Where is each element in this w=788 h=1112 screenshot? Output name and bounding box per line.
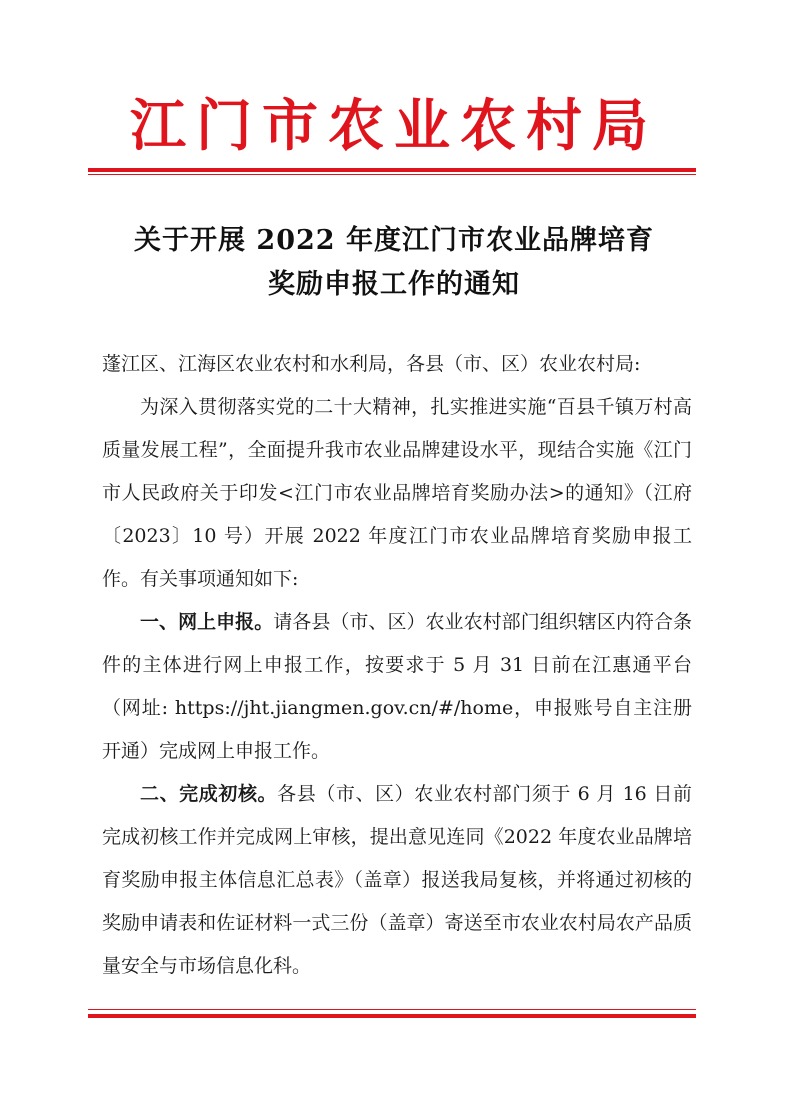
addressee-line: 蓬江区、江海区农业农村和水利局，各县（市、区）农业农村局: — [102, 353, 641, 375]
item-1-heading: 一、网上申报。 — [140, 611, 274, 633]
item-2-paragraph — [102, 773, 692, 988]
header-red-rule-thick — [88, 168, 696, 172]
document-title-line-1: 关于开展 2022 年度江门市农业品牌培育 — [134, 225, 654, 256]
item-2-heading: 二、完成初核。 — [140, 783, 278, 805]
item-1-block — [102, 601, 692, 773]
item-2-text: 各县（市、区）农业农村部门须于 6 月 16 日前完成初核工作并完成网上审核，提出意见连同《2022 年度农业品牌培育奖励申报主体信息汇总表》（盖章）报送我局复核，并将通过初核的奖励申请表和佐证材料一式三份（盖章）寄送至市农业农村局农产品质量安全与市场信息化科。 — [102, 783, 692, 977]
document-title-line-2: 奖励申报工作的通知 — [268, 269, 520, 300]
item-2-block — [102, 773, 692, 988]
item-1-text: 请各县（市、区）农业农村部门组织辖区内符合条件的主体进行网上申报工作，按要求于 5 月 31 日前在江惠通平台（网址: https://jht.jiangmen.gov.cn/#/home，申报账号自主注册开通）完成网上申报工作。 — [102, 611, 692, 762]
intro-paragraph: 为深入贯彻落实党的二十大精神，扎实推进实施“百县千镇万村高质量发展工程”，全面提升我市农业品牌建设水平，现结合实施《江门市人民政府关于印发<江门市农业品牌培育奖励办法>的通知》（江府〔2023〕10 号）开展 2022 年度江门市农业品牌培育奖励申报工作。有关事项通知如下: — [102, 396, 692, 590]
footer-red-rule-thick — [88, 1014, 696, 1018]
issuing-authority-header: 江门市农业农村局 — [130, 93, 658, 159]
header-red-rule-thin — [88, 174, 696, 175]
intro-paragraph-block — [102, 386, 692, 601]
footer-red-rule-thin — [88, 1009, 696, 1010]
item-1-paragraph — [102, 601, 692, 773]
